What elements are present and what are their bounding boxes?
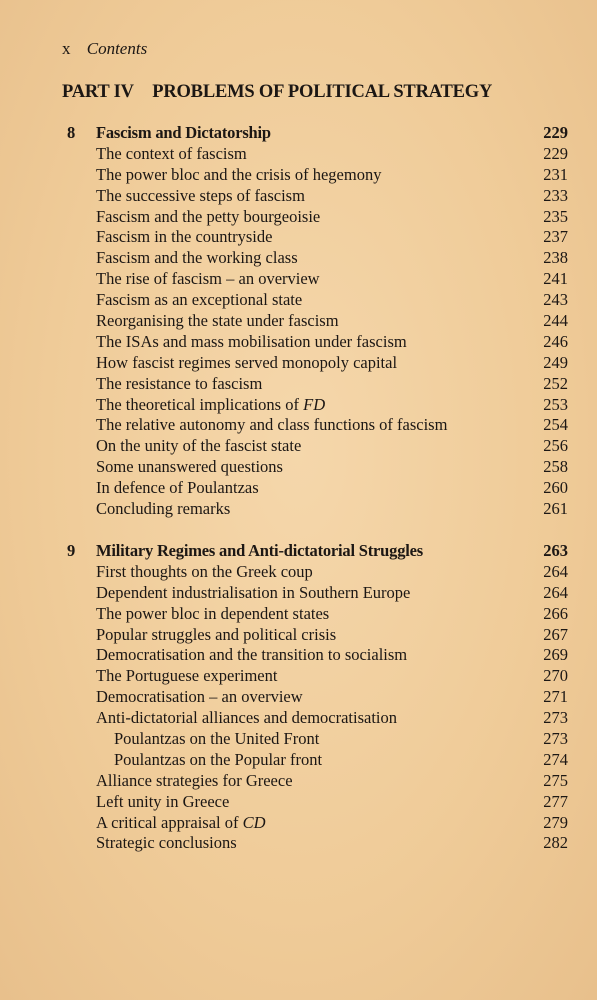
running-head: [62, 38, 147, 60]
toc-entry[interactable]: [62, 792, 568, 813]
toc-entry-page: 231: [543, 164, 568, 184]
chapter-8: [62, 123, 568, 520]
toc-entry-label: Dependent industrialisation in Southern Europe: [96, 582, 411, 602]
toc-entry[interactable]: [62, 207, 568, 228]
toc-entry-label: Alliance strategies for Greece: [96, 770, 293, 790]
toc-entry-page: 241: [543, 269, 568, 289]
toc-entry-label: In defence of Poulantzas: [96, 478, 259, 498]
toc-entry-page: 235: [543, 206, 568, 226]
toc-entry[interactable]: [62, 499, 568, 520]
toc-entry[interactable]: [62, 269, 568, 290]
toc-entry-label: The relative autonomy and class functions of fascism: [96, 415, 448, 435]
toc-subentry[interactable]: [62, 750, 568, 771]
toc-entry[interactable]: [62, 415, 568, 436]
toc-entry-page: 244: [543, 311, 568, 331]
toc-entry-page: 243: [543, 290, 568, 310]
toc-entry-label: Democratisation and the transition to socialism: [96, 645, 408, 665]
toc-entry-label: The Portuguese experiment: [96, 666, 278, 686]
toc-entry-label: Some unanswered questions: [96, 457, 283, 477]
toc-entry[interactable]: [62, 583, 568, 604]
running-head-title: Contents: [86, 39, 148, 58]
toc-entry-label: The context of fascism: [96, 143, 247, 163]
toc-entry-label: The successive steps of fascism: [96, 185, 305, 205]
toc-entry-label: First thoughts on the Greek coup: [96, 561, 313, 581]
toc-entry-page: 269: [543, 645, 568, 665]
toc-entry-label-text: A critical appraisal of: [96, 812, 243, 832]
toc-entry[interactable]: [62, 332, 568, 353]
toc-entry-label: The ISAs and mass mobilisation under fascism: [96, 331, 407, 351]
toc-entry-label: Fascism and the working class: [96, 248, 298, 268]
toc-entry-label: Poulantzas on the Popular front: [114, 749, 323, 769]
toc-entry-page: 233: [543, 185, 568, 205]
toc-entry[interactable]: [62, 457, 568, 478]
chapter-number: 8: [67, 123, 76, 142]
toc-entry-page: 237: [543, 227, 568, 247]
toc-entry[interactable]: [62, 290, 568, 311]
toc-entry-page: 254: [543, 415, 568, 435]
toc-entry-label: Fascism and the petty bourgeoisie: [96, 206, 321, 226]
part-heading: [62, 80, 492, 104]
toc-entry-page: 264: [543, 561, 568, 581]
toc-entry[interactable]: [62, 562, 568, 583]
toc-entry-page: 258: [543, 457, 568, 477]
chapter-number: 9: [67, 541, 76, 560]
toc-entry-page: 271: [543, 687, 568, 707]
toc-entry-page: 266: [543, 603, 568, 623]
toc-entry-page: 256: [543, 436, 568, 456]
toc-entry-label: Strategic conclusions: [96, 833, 237, 853]
toc-entry-page: 252: [543, 373, 568, 393]
chapter-9: [62, 541, 568, 854]
toc-entry-page: 282: [543, 833, 568, 853]
toc-entry[interactable]: [62, 374, 568, 395]
toc-entry[interactable]: [62, 144, 568, 165]
chapter-title: Fascism and Dictatorship: [96, 123, 271, 142]
toc-entry-label: Left unity in Greece: [96, 791, 230, 811]
toc-entry[interactable]: [62, 165, 568, 186]
toc-entry[interactable]: [62, 708, 568, 729]
chapter-heading[interactable]: [62, 541, 568, 562]
toc-entry-label-text: The theoretical implications of: [96, 394, 304, 414]
toc-entry-page: 267: [543, 624, 568, 644]
toc-entry[interactable]: [62, 604, 568, 625]
chapter-page: 263: [543, 541, 568, 560]
toc-entry[interactable]: [62, 771, 568, 792]
toc-entry-page: 238: [543, 248, 568, 268]
toc-entry-label: The power bloc and the crisis of hegemony: [96, 164, 382, 184]
toc-entry[interactable]: [62, 645, 568, 666]
toc-entry-label: How fascist regimes served monopoly capital: [96, 352, 398, 372]
toc-entry[interactable]: [62, 436, 568, 457]
toc-entry-label: [96, 813, 266, 834]
toc-entry-label: [96, 395, 325, 416]
chapter-title: Military Regimes and Anti-dictatorial Struggles: [96, 541, 423, 560]
toc-entry-page: 273: [543, 729, 568, 749]
toc-entry-page: 275: [543, 770, 568, 790]
toc-entry-label-italic: CD: [242, 812, 266, 832]
toc-entry-label: Fascism in the countryside: [96, 227, 273, 247]
toc-entry-page: 270: [543, 666, 568, 686]
toc-entry-page: 277: [543, 791, 568, 811]
page-folio: x: [62, 39, 71, 58]
toc-entry[interactable]: [62, 478, 568, 499]
toc-entry[interactable]: [62, 227, 568, 248]
toc-entry-page: 279: [543, 812, 568, 832]
toc-entry[interactable]: [62, 666, 568, 687]
toc-entry-label: The rise of fascism – an overview: [96, 269, 320, 289]
toc-entry-page: 261: [543, 499, 568, 519]
toc-entry[interactable]: [62, 186, 568, 207]
toc-entry-page: 274: [543, 749, 568, 769]
toc-entry[interactable]: [62, 813, 568, 834]
toc-entry-page: 249: [543, 352, 568, 372]
toc-entry-page: 273: [543, 708, 568, 728]
toc-entry-label: Poulantzas on the United Front: [114, 729, 320, 749]
toc-entry-page: 264: [543, 582, 568, 602]
toc-entry[interactable]: [62, 833, 568, 854]
toc-entry-page: 253: [543, 394, 568, 414]
toc-entry[interactable]: [62, 248, 568, 269]
toc-entry[interactable]: [62, 353, 568, 374]
toc-entry-page: 229: [543, 143, 568, 163]
part-title: PROBLEMS OF POLITICAL STRATEGY: [152, 82, 493, 102]
toc-entry-label: On the unity of the fascist state: [96, 436, 302, 456]
toc-entry-label: Popular struggles and political crisis: [96, 624, 337, 644]
toc-entry-label: Reorganising the state under fascism: [96, 311, 339, 331]
toc-entry-label: Concluding remarks: [96, 499, 231, 519]
toc-entry-label: Fascism as an exceptional state: [96, 290, 303, 310]
toc-entry-label: The resistance to fascism: [96, 373, 263, 393]
toc-entry[interactable]: [62, 311, 568, 332]
toc-entry[interactable]: [62, 625, 568, 646]
toc-entry-label: The power bloc in dependent states: [96, 603, 330, 623]
chapter-page: 229: [543, 123, 568, 142]
toc-entry-page: 260: [543, 478, 568, 498]
toc-entry-label-italic: FD: [303, 394, 326, 414]
toc-entry[interactable]: [62, 687, 568, 708]
toc-entry-label: Democratisation – an overview: [96, 687, 303, 707]
chapter-heading[interactable]: [62, 123, 568, 144]
toc-entry[interactable]: [62, 395, 568, 416]
toc-entry-label: Anti-dictatorial alliances and democratisation: [96, 708, 398, 728]
part-label: PART IV: [62, 82, 134, 102]
toc-subentry[interactable]: [62, 729, 568, 750]
toc-entry-page: 246: [543, 331, 568, 351]
